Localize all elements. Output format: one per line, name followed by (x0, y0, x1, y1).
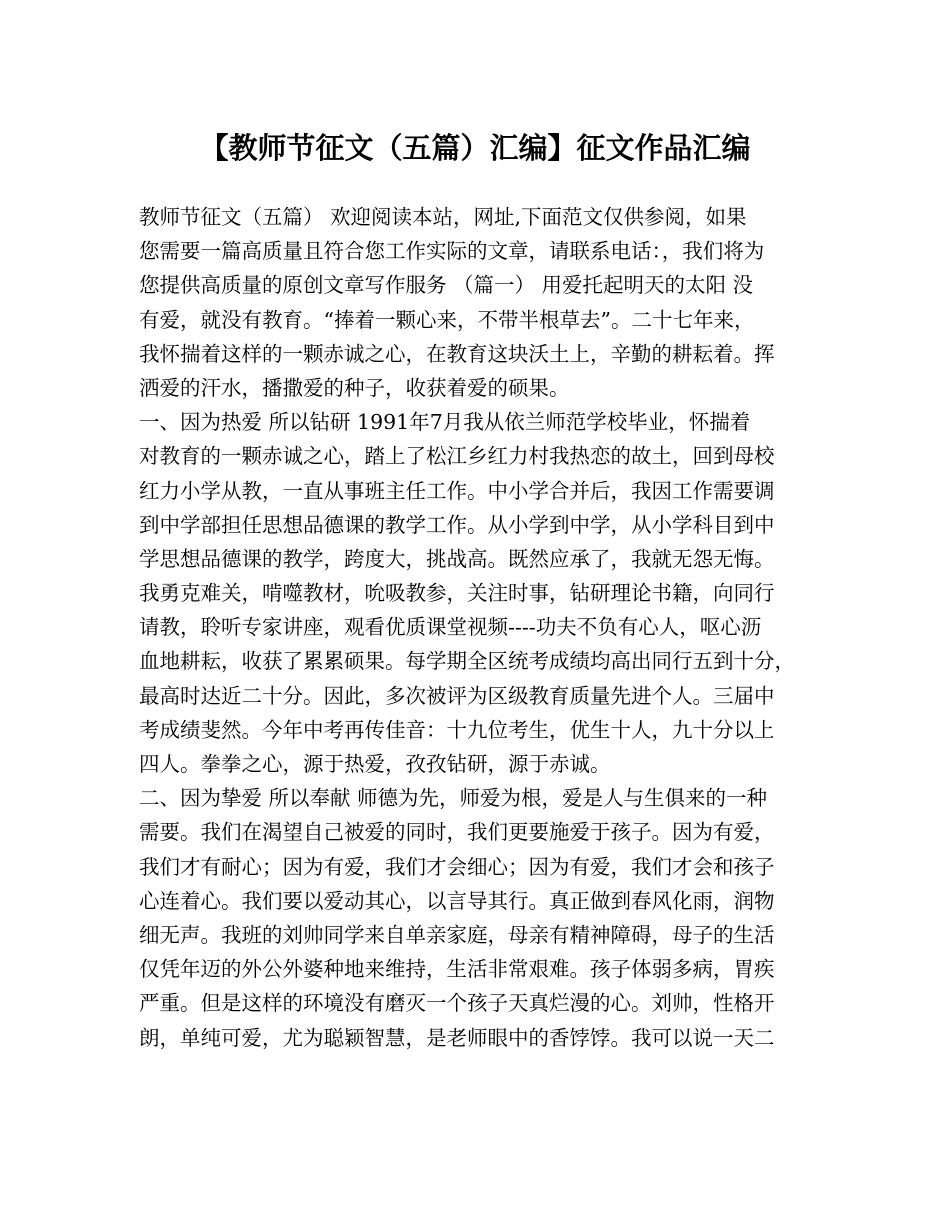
text-line: 一、因为热爱 所以钻研 1991年7月我从依兰师范学校毕业，怀揣着 (139, 410, 751, 435)
text-line: 有爱，就没有教育。“捧着一颗心来，不带半根草去”。二十七年来， (139, 307, 755, 332)
document-title: 【教师节征文（五篇）汇编】征文作品汇编 (199, 131, 751, 165)
text-line: 考成绩斐然。今年中考再传佳音：十九位考生，优生十人，九十分以上 (139, 717, 775, 742)
text-line: 您提供高质量的原创文章写作服务 （篇一） 用爱托起明天的太阳 没 (139, 273, 754, 298)
text-line: 我们才有耐心；因为有爱，我们才会细心；因为有爱，我们才会和孩子 (139, 854, 775, 879)
text-line: 洒爱的汗水，播撒爱的种子，收获着爱的硕果。 (139, 375, 570, 400)
document-body (139, 200, 829, 1055)
text-line: 教师节征文（五篇） 欢迎阅读本站，网址,下面范文仅供参阅，如果 (139, 205, 747, 229)
text-line: 到中学部担任思想品德课的教学工作。从小学到中学，从小学科目到中 (139, 512, 775, 537)
text-line: 对教育的一颗赤诚之心，踏上了松江乡红力村我热恋的故土，回到母校 (139, 444, 775, 469)
text-line: 学思想品德课的教学，跨度大，挑战高。既然应承了，我就无怨无悔。 (139, 546, 775, 571)
text-line: 我勇克难关，啃噬教材，吮吸教参，关注时事，钻研理论书籍，向同行 (139, 581, 775, 606)
text-line: 请教，聆听专家讲座，观看优质课堂视频----功夫不负有心人，呕心沥 (139, 615, 762, 640)
text-line: 血地耕耘，收获了累累硕果。每学期全区统考成绩均高出同行五到十分， (139, 649, 795, 674)
text-line: 您需要一篇高质量且符合您工作实际的文章，请联系电话：，我们将为 (139, 239, 765, 264)
text-line: 严重。但是这样的环境没有磨灭一个孩子天真烂漫的心。刘帅，性格开 (139, 991, 775, 1016)
text-line: 需要。我们在渴望自己被爱的同时，我们更要施爱于孩子。因为有爱， (139, 820, 775, 845)
text-line: 红力小学从教，一直从事班主任工作。中小学合并后，我因工作需要调 (139, 478, 775, 503)
text-line: 最高时达近二十分。因此，多次被评为区级教育质量先进个人。三届中 (139, 683, 775, 708)
text-line: 仅凭年迈的外公外婆种地来维持，生活非常艰难。孩子体弱多病，胃疾 (139, 957, 775, 982)
text-line: 心连着心。我们要以爱动其心，以言导其行。真正做到春风化雨，润物 (139, 888, 775, 913)
text-line: 二、因为挚爱 所以奉献 师德为先，师爱为根，爱是人与生俱来的一种 (139, 786, 768, 811)
text-line: 朗，单纯可爱，尤为聪颖智慧，是老师眼中的香饽饽。我可以说一天二 (139, 1025, 775, 1050)
text-line: 四人。拳拳之心，源于热爱，孜孜钻研，源于赤诚。 (139, 752, 611, 776)
text-line: 细无声。我班的刘帅同学来自单亲家庭，母亲有精神障碍，母子的生活 (139, 922, 775, 947)
text-line: 我怀揣着这样的一颗赤诚之心，在教育这块沃土上，辛勤的耕耘着。挥 (139, 341, 775, 366)
